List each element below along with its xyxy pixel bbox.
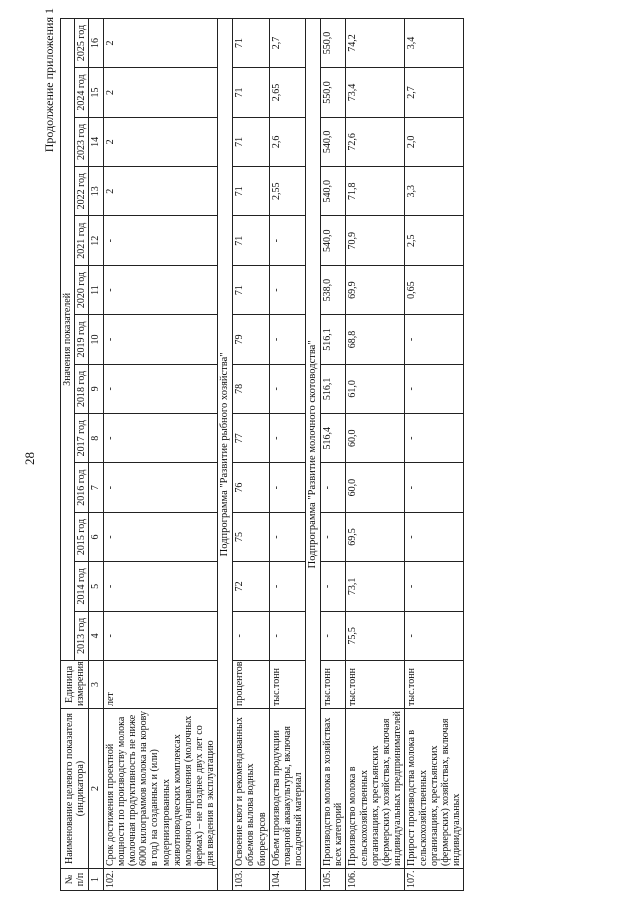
value-cell: 69,9: [346, 265, 405, 314]
header-column-number: 16: [89, 18, 103, 68]
value-cell: 71: [233, 265, 270, 314]
value-cell: 75: [233, 512, 270, 561]
value-cell: -: [405, 364, 464, 413]
value-cell: -: [269, 611, 306, 660]
value-cell: -: [321, 463, 346, 512]
header-column-number: 1: [89, 869, 103, 891]
value-cell: -: [269, 463, 306, 512]
value-cell: 2,0: [405, 117, 464, 166]
value-cell: 79: [233, 315, 270, 364]
value-cell: 2,7: [405, 68, 464, 117]
header-column-number: 3: [89, 661, 103, 709]
value-cell: 69,5: [346, 512, 405, 561]
value-cell: -: [103, 216, 218, 265]
subprogram-row: [218, 18, 233, 890]
header-column-number: 14: [89, 117, 103, 166]
table-row: [346, 18, 405, 890]
value-cell: 60,0: [346, 463, 405, 512]
value-cell: 2,7: [269, 18, 306, 68]
header-year: 2019 год: [75, 315, 89, 364]
header-year: 2021 год: [75, 216, 89, 265]
subprogram-title: Подпрограмма "Развитие рыбного хозяйства": [218, 18, 233, 890]
value-cell: -: [103, 414, 218, 463]
value-cell: 2: [103, 18, 218, 68]
value-cell: -: [405, 315, 464, 364]
value-cell: -: [269, 562, 306, 611]
unit-cell: лет: [103, 661, 218, 709]
value-cell: 540,0: [321, 167, 346, 216]
value-cell: -: [321, 512, 346, 561]
value-cell: 61,0: [346, 364, 405, 413]
header-year: 2014 год: [75, 562, 89, 611]
row-number: 102.: [103, 869, 218, 891]
header-year: 2025 год: [75, 18, 89, 68]
subprogram-row: [306, 18, 321, 890]
value-cell: 540,0: [321, 216, 346, 265]
table-row: [233, 18, 270, 890]
value-cell: 72,6: [346, 117, 405, 166]
unit-cell: тыс.тонн: [346, 661, 405, 709]
subprogram-title: Подпрограмма "Развитие молочного скотоводства": [306, 18, 321, 890]
value-cell: 550,0: [321, 18, 346, 68]
value-cell: 2,5: [405, 216, 464, 265]
value-cell: -: [103, 611, 218, 660]
value-cell: 2: [103, 68, 218, 117]
value-cell: -: [103, 463, 218, 512]
value-cell: 73,4: [346, 68, 405, 117]
value-cell: 70,9: [346, 216, 405, 265]
header-no: № п/п: [61, 869, 89, 891]
row-number: 104.: [269, 869, 306, 891]
unit-cell: тыс.тонн: [405, 661, 464, 709]
header-year: 2024 год: [75, 68, 89, 117]
indicator-name: Производство молока в хозяйствах всех категорий: [321, 709, 346, 869]
indicator-name: Производство молока в сельскохозяйственных организациях, крестьянских (фермерских) хозяйствах, включая индивидуальных предпринимателей: [346, 709, 405, 869]
indicator-name: Объем производства продукции товарной аквакультуры, включая посадочный материал: [269, 709, 306, 869]
row-number: 106.: [346, 869, 405, 891]
indicators-table: [60, 18, 464, 891]
page-number: 28: [22, 452, 37, 465]
value-cell: -: [103, 315, 218, 364]
value-cell: -: [405, 562, 464, 611]
value-cell: 516,4: [321, 414, 346, 463]
value-cell: 76: [233, 463, 270, 512]
header-column-number: 12: [89, 216, 103, 265]
row-number: 103.: [233, 869, 270, 891]
value-cell: -: [103, 364, 218, 413]
value-cell: -: [103, 512, 218, 561]
table-row: [103, 18, 218, 890]
value-cell: 71,8: [346, 167, 405, 216]
header-column-number: 4: [89, 611, 103, 660]
value-cell: -: [405, 611, 464, 660]
value-cell: 2: [103, 167, 218, 216]
row-number: 105.: [321, 869, 346, 891]
header-year: 2020 год: [75, 265, 89, 314]
header-column-number: 8: [89, 414, 103, 463]
value-cell: 74,2: [346, 18, 405, 68]
value-cell: -: [269, 315, 306, 364]
value-cell: 78: [233, 364, 270, 413]
value-cell: 2: [103, 117, 218, 166]
unit-cell: тыс.тонн: [269, 661, 306, 709]
value-cell: -: [269, 364, 306, 413]
header-year: 2017 год: [75, 414, 89, 463]
value-cell: 540,0: [321, 117, 346, 166]
row-number: 107.: [405, 869, 464, 891]
header-values: Значения показателей: [61, 18, 75, 660]
table-row: [405, 18, 464, 890]
value-cell: -: [269, 512, 306, 561]
value-cell: 60,0: [346, 414, 405, 463]
value-cell: 68,8: [346, 315, 405, 364]
unit-cell: процентов: [233, 661, 270, 709]
value-cell: 71: [233, 216, 270, 265]
value-cell: 516,1: [321, 364, 346, 413]
value-cell: -: [269, 265, 306, 314]
indicator-name: Прирост производства молока в сельскохозяйственных организациях, крестьянских (фермерских) хозяйствах, включая индивидуальных: [405, 709, 464, 869]
table-row: [321, 18, 346, 890]
value-cell: 516,1: [321, 315, 346, 364]
value-cell: -: [103, 562, 218, 611]
header-column-number: 11: [89, 265, 103, 314]
table-row: [269, 18, 306, 890]
value-cell: 3,3: [405, 167, 464, 216]
header-year: 2015 год: [75, 512, 89, 561]
value-cell: -: [405, 463, 464, 512]
header-column-number: 6: [89, 512, 103, 561]
header-column-number: 13: [89, 167, 103, 216]
value-cell: -: [233, 611, 270, 660]
value-cell: 3,4: [405, 18, 464, 68]
value-cell: 2,6: [269, 117, 306, 166]
value-cell: -: [269, 216, 306, 265]
value-cell: -: [405, 414, 464, 463]
unit-cell: тыс.тонн: [321, 661, 346, 709]
continuation-label: Продолжение приложения 1: [42, 8, 56, 153]
value-cell: -: [405, 512, 464, 561]
header-year: 2022 год: [75, 167, 89, 216]
header-column-number: 5: [89, 562, 103, 611]
header-column-number: 15: [89, 68, 103, 117]
value-cell: 0,65: [405, 265, 464, 314]
value-cell: 71: [233, 117, 270, 166]
value-cell: 71: [233, 18, 270, 68]
value-cell: -: [103, 265, 218, 314]
header-year: 2023 год: [75, 117, 89, 166]
value-cell: 538,0: [321, 265, 346, 314]
indicator-name: Освоение квот и рекомендованных объемов вылова водных биоресурсов: [233, 709, 270, 869]
header-unit: Единица измерения: [61, 661, 89, 709]
header-name: Наименование целевого показателя (индикатора): [61, 709, 89, 869]
indicator-name: Срок достижения проектной мощности по производству молока (молочная продуктивность не ниже 6000 килограммов молока на корову в год) на созданных и (или) модернизированных животноводческих комплексах молочного направления (молочных фермах) – не позднее двух лет со дня введения в эксплуатацию: [103, 709, 218, 869]
value-cell: 75,5: [346, 611, 405, 660]
value-cell: 2,55: [269, 167, 306, 216]
header-column-number: 2: [89, 709, 103, 869]
value-cell: 73,1: [346, 562, 405, 611]
header-column-number: 10: [89, 315, 103, 364]
value-cell: 550,0: [321, 68, 346, 117]
header-year: 2013 год: [75, 611, 89, 660]
value-cell: -: [269, 414, 306, 463]
header-column-number: 9: [89, 364, 103, 413]
header-year: 2016 год: [75, 463, 89, 512]
value-cell: 71: [233, 68, 270, 117]
value-cell: 77: [233, 414, 270, 463]
value-cell: -: [321, 611, 346, 660]
header-column-number: 7: [89, 463, 103, 512]
value-cell: -: [321, 562, 346, 611]
value-cell: 72: [233, 562, 270, 611]
value-cell: 71: [233, 167, 270, 216]
header-year: 2018 год: [75, 364, 89, 413]
value-cell: 2,65: [269, 68, 306, 117]
